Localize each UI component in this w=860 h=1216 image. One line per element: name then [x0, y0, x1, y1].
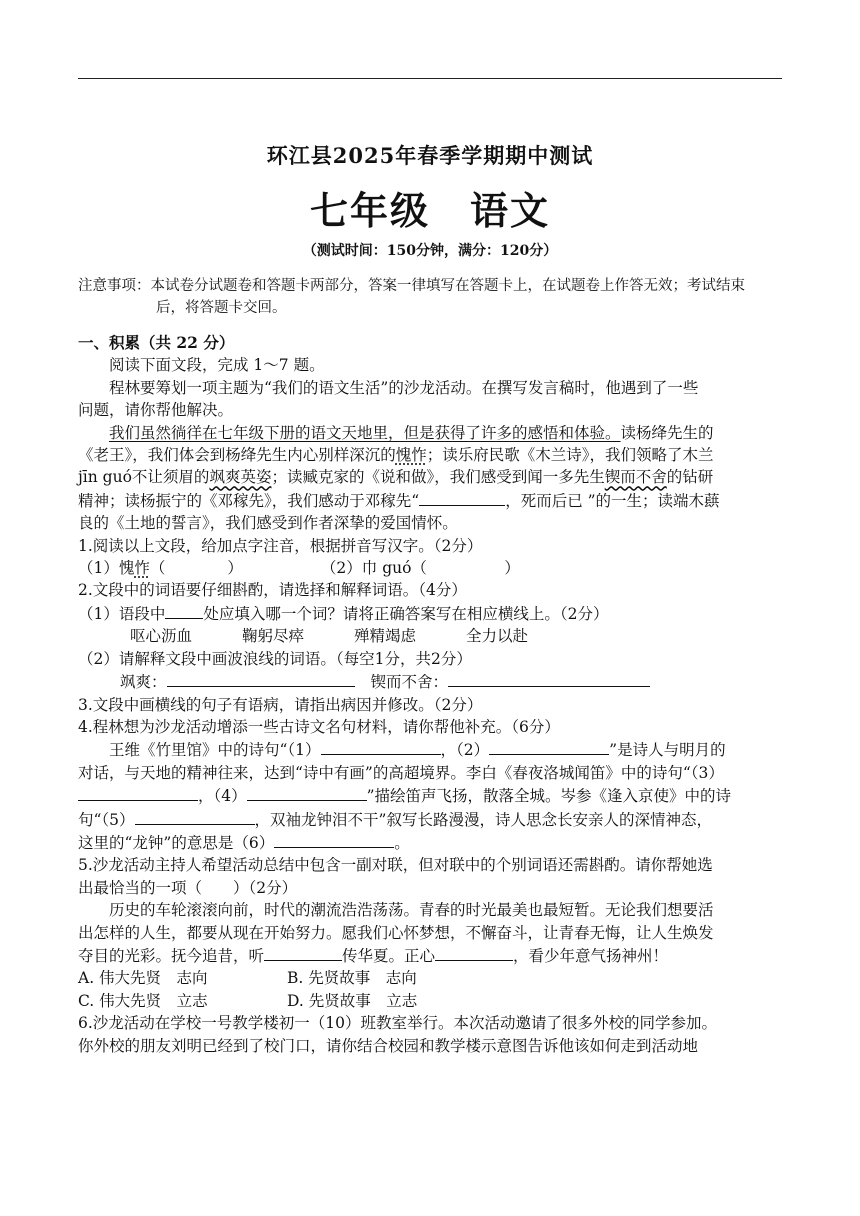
- q5-line-1: 5.沙龙活动主持人希望活动总结中包含一副对联，但对联中的个别词语还需斟酌。请你帮她选: [78, 856, 713, 875]
- q4-line-4: 句“（5） ，双袖龙钟泪不干”叙写长路漫漫，诗人思念长安亲人的深情神态，: [78, 808, 782, 831]
- option-d[interactable]: D. 先贤故事 立志: [287, 991, 418, 1010]
- q6-line-2: 你外校的朋友刘明已经到了校门口，请你结合校园和教学楼示意图告诉他该如何走到活动地: [78, 1036, 699, 1055]
- wavy-word-2: 锲而不舍: [604, 468, 667, 487]
- notice-line-2: 后，将答题卡交回。: [156, 300, 287, 316]
- poem-blank-4[interactable]: [247, 784, 367, 801]
- wavy-word-1: 飒爽英姿: [209, 468, 272, 487]
- notice-line-1: 注意事项：本试卷分试题卷和答题卡两部分，答案一律填写在答题卡上，在试题卷上作答无效；考试结束: [78, 278, 745, 294]
- q4-line-1: 王维《竹里馆》中的诗句“（1） ，（2） ”是诗人与明月的: [78, 738, 782, 761]
- section-intro: 阅读下面文段，完成 1～7 题。: [109, 356, 325, 375]
- passage-line-5: 良的《土地的誓言》，我们感受到作者深挚的爱国情怀。: [78, 514, 458, 533]
- passage-blank[interactable]: [419, 489, 505, 506]
- passage-line-4: 精神；读杨振宁的《邓稼先》，我们感动于邓稼先“ ，死而后已 ”的一生；读端木蕻: [78, 489, 782, 512]
- passage: [78, 422, 782, 535]
- word-blank-1[interactable]: [167, 670, 355, 687]
- poem-blank-1[interactable]: [321, 738, 441, 755]
- dotted-word: 愧怍: [395, 446, 427, 465]
- exam-title: 环江县2025年春季学期期中测试: [266, 143, 594, 168]
- passage-line-1: 我们虽然徜徉在七年级下册的语文天地里，但是获得了许多的感悟和体验。读杨绛先生的: [109, 423, 714, 442]
- q4-line-5: 这里的“龙钟”的意思是（6） 。: [78, 831, 782, 854]
- q4-line-3: ，（4） ”描绘笛声飞扬，散落全城。岑参《逢入京使》中的诗: [78, 784, 782, 807]
- passage-line-3: jīn guó不让须眉的飒爽英姿；读臧克家的《说和做》，我们感受到闻一多先生锲而不舍的钻研: [78, 468, 714, 487]
- q2-stem: 2.文段中的词语要仔细斟酌，请选择和解释词语。（4分）: [78, 581, 467, 600]
- section-1: [78, 332, 782, 1057]
- section-heading: 一、积累（共 22 分）: [78, 333, 235, 352]
- q3-stem: 3.文段中画横线的句子有语病，请指出病因并修改。（2分）: [78, 695, 483, 714]
- option-b[interactable]: B. 先贤故事 志向: [287, 969, 417, 988]
- option-a[interactable]: A. 伟大先贤 志向: [78, 969, 208, 988]
- faulty-sentence: 我们虽然徜徉在七年级下册的语文天地里，但是获得了许多的感悟和体验。: [109, 423, 621, 442]
- q2-blank[interactable]: [165, 602, 203, 619]
- poem-blank-2[interactable]: [489, 738, 609, 755]
- q2-sub1: （1）语段中 处应填入哪一个词？请将正确答案写在相应横线上。（2分）: [78, 602, 782, 625]
- q2-option: 殚精竭虑: [354, 627, 417, 646]
- q2-options: [78, 625, 782, 647]
- q1-answers: （1）愧怍（ ） （2）巾 guó（ ）: [78, 559, 520, 578]
- couplet-blank-2[interactable]: [435, 944, 513, 961]
- notice: [78, 275, 782, 319]
- q5-options-row-1: [78, 967, 782, 989]
- q5-line-2: 出最恰当的一项（ ）（2分）: [78, 878, 298, 897]
- option-c[interactable]: C. 伟大先贤 立志: [78, 991, 208, 1010]
- q2-option: 呕心沥血: [130, 627, 193, 646]
- couplet-blank-1[interactable]: [264, 944, 342, 961]
- q2-word-blanks: 飒爽： 锲而不舍：: [78, 670, 782, 693]
- header-rule: [78, 78, 782, 79]
- q2-option: 鞠躬尽瘁: [242, 627, 305, 646]
- q2-option: 全力以赴: [466, 627, 529, 646]
- q5-passage: 历史的车轮滚滚向前，时代的潮流浩浩荡荡。青春的时光最美也最短暂。无论我们想要活 出怎样的人生，都要从现在开始努力。愿我们心怀梦想，不懈奋斗，让青春无悔，让人生焕发 夺目的光彩。抚今追昔，听 传华夏。正心 ，看少年意气扬神州！: [78, 901, 714, 965]
- exam-subject: 七年级 语文: [309, 189, 550, 233]
- word-blank-2[interactable]: [448, 670, 650, 687]
- q2-sub2: （2）请解释文段中画波浪线的词语。（每空1分，共2分）: [78, 649, 472, 668]
- poem-blank-6[interactable]: [274, 831, 394, 848]
- poem-blank-5[interactable]: [135, 808, 255, 825]
- q6-line-1: 6.沙龙活动在学校一号教学楼初一（10）班教室举行。本次活动邀请了很多外校的同学参加。: [78, 1014, 718, 1033]
- q4-stem: 4.程林想为沙龙活动增添一些古诗文名句材料，请你帮他补充。（6分）: [78, 717, 560, 736]
- pinyin-jinguo: jīn guó: [78, 468, 132, 487]
- exam-time-info: （测试时间：150分钟，满分：120分）: [302, 243, 558, 259]
- q1-stem: 1.阅读以上文段，给加点字注音，根据拼音写汉字。（2分）: [78, 536, 483, 555]
- background-line-1: 程林要筹划一项主题为“我们的语文生活”的沙龙活动。在撰写发言稿时，他遇到了一些: [109, 378, 699, 397]
- q4-line-2: 对话，与天地的精神往来，达到“诗中有画”的高超境界。李白《春夜洛城闻笛》中的诗句“（3）: [78, 763, 724, 782]
- passage-line-2: 《老王》，我们体会到杨绛先生内心别样深沉的愧怍；读乐府民歌《木兰诗》，我们领略了木兰: [78, 446, 714, 465]
- poem-blank-3[interactable]: [78, 784, 198, 801]
- q5-options-row-2: [78, 990, 782, 1012]
- background-line-2: 问题，请你帮他解决。: [78, 401, 234, 420]
